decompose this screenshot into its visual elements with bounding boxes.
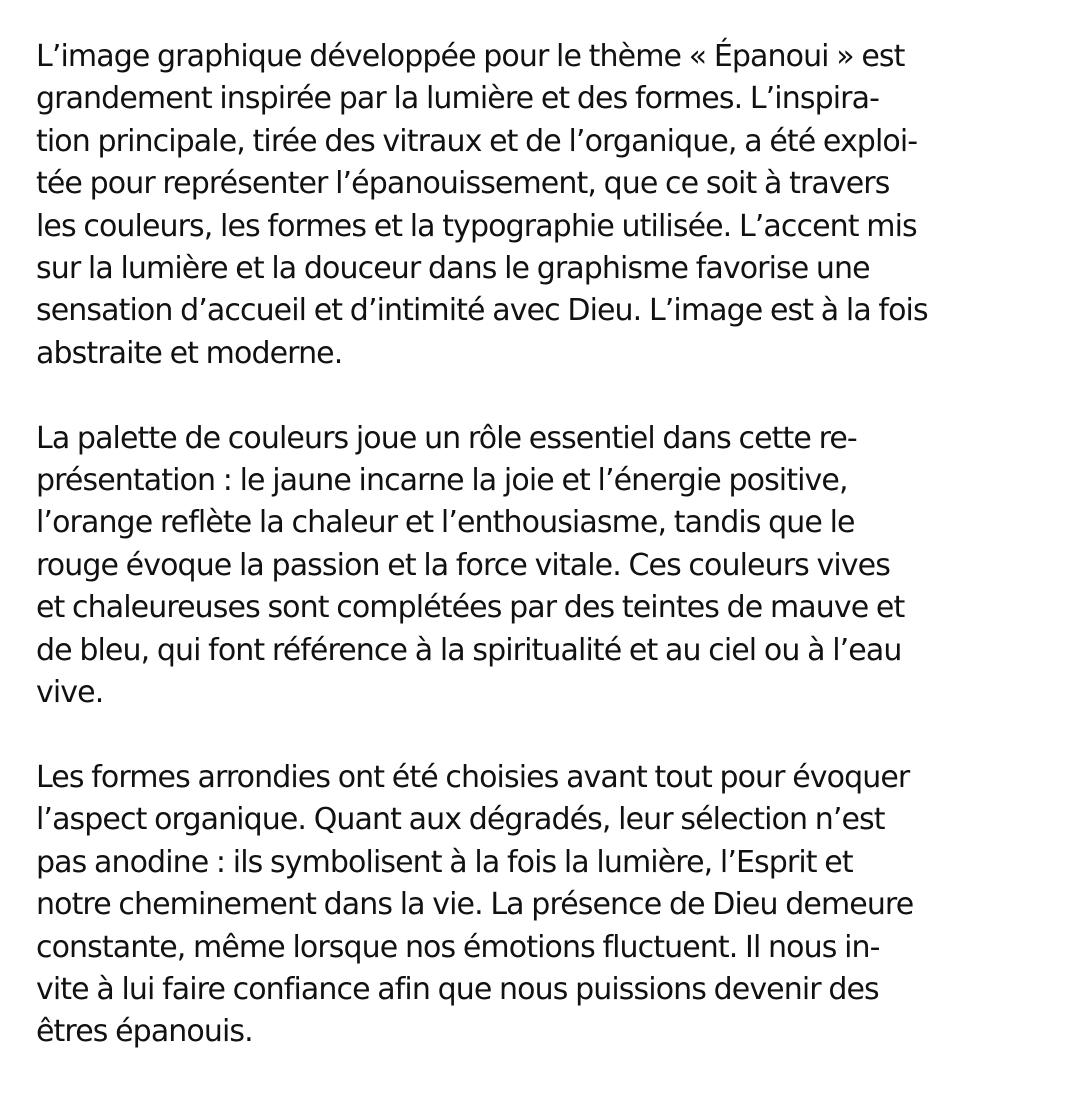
text-line: abstraite et moderne. (36, 335, 343, 371)
text-line: sur la lumière et la douceur dans le graphisme favorise une (36, 251, 870, 287)
paragraph-forms (36, 757, 1056, 1054)
text-line: de bleu, qui font référence à la spiritualité et au ciel ou à l’eau (36, 632, 902, 668)
text-line: et chaleureuses sont complétées par des teintes de mauve et (36, 590, 905, 626)
text-line: pas anodine : ils symbolisent à la fois la lumière, l’Esprit et (36, 844, 853, 880)
text-line: présentation : le jaune incarne la joie et l’énergie positive, (36, 463, 848, 499)
text-line: les couleurs, les formes et la typographie utilisée. L’accent mis (36, 208, 917, 244)
text-line: notre cheminement dans la vie. La présence de Dieu demeure (36, 887, 914, 923)
text-line: grandement inspirée par la lumière et des formes. L’inspira- (36, 81, 880, 117)
text-line: êtres épanouis. (36, 1014, 253, 1050)
text-line: sensation d’accueil et d’intimité avec Dieu. L’image est à la fois (36, 293, 928, 329)
paragraph-intro (36, 36, 1056, 375)
text-line: tée pour représenter l’épanouissement, que ce soit à travers (36, 166, 890, 202)
text-line: constante, même lorsque nos émotions fluctuent. Il nous in- (36, 929, 880, 965)
text-line: Les formes arrondies ont été choisies avant tout pour évoquer (36, 759, 910, 795)
text-line: vite à lui faire confiance afin que nous puissions devenir des (36, 971, 879, 1007)
text-line: l’orange reflète la chaleur et l’enthousiasme, tandis que le (36, 505, 855, 541)
text-line: vive. (36, 675, 104, 711)
text-line: rouge évoque la passion et la force vitale. Ces couleurs vives (36, 547, 890, 583)
paragraph-color-palette (36, 418, 1056, 715)
document-page (36, 36, 1056, 1096)
text-line: La palette de couleurs joue un rôle essentiel dans cette re- (36, 420, 857, 456)
text-line: tion principale, tirée des vitraux et de l’organique, a été exploi- (36, 123, 918, 159)
text-line: L’image graphique développée pour le thème « Épanoui » est (36, 39, 905, 74)
text-line: l’aspect organique. Quant aux dégradés, leur sélection n’est (36, 802, 885, 838)
